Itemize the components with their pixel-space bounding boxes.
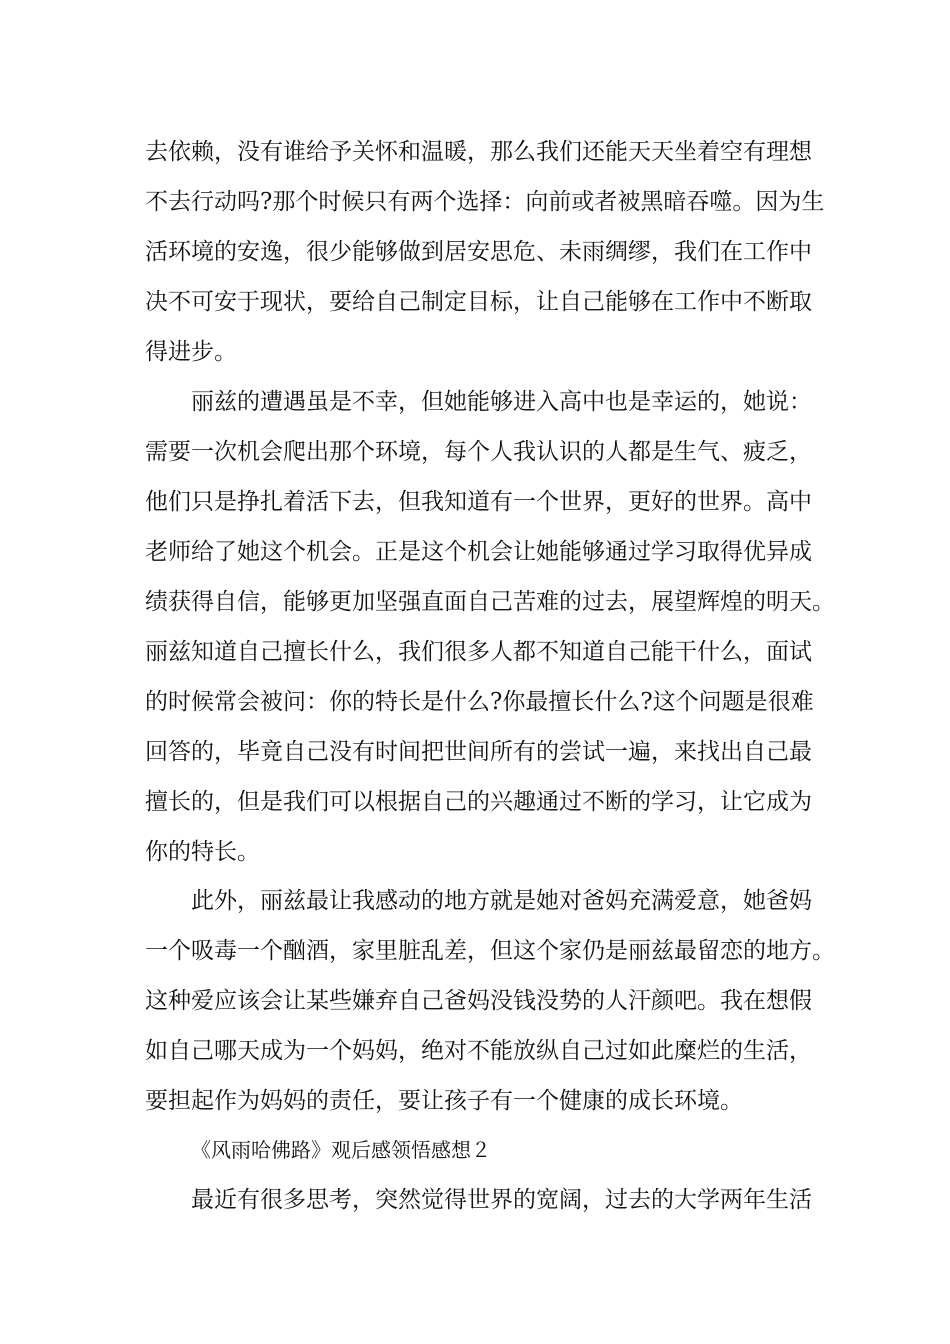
paragraph-line: 丽兹的遭遇虽是不幸，但她能够进入高中也是幸运的，她说： (191, 389, 812, 415)
paragraph-line: 需要一次机会爬出那个环境，每个人我认识的人都是生气、疲乏， (145, 439, 812, 465)
paragraph-line: 活环境的安逸，很少能够做到居安思危、未雨绸缪，我们在工作中 (145, 239, 812, 265)
paragraph-line: 最近有很多思考，突然觉得世界的宽阔，过去的大学两年生活 (191, 1187, 812, 1213)
paragraph-line: 丽兹知道自己擅长什么，我们很多人都不知道自己能干什么，面试 (145, 639, 812, 665)
paragraph-line: 这种爱应该会让某些嫌弃自己爸妈没钱没势的人汗颜吧。我在想假 (145, 988, 812, 1014)
paragraph-line: 的时候常会被问：你的特长是什么?你最擅长什么?这个问题是很难 (145, 689, 814, 715)
paragraph-line: 他们只是挣扎着活下去，但我知道有一个世界，更好的世界。高中 (145, 489, 812, 515)
paragraph-line: 你的特长。 (145, 839, 260, 865)
paragraph-line: 不去行动吗?那个时候只有两个选择：向前或者被黑暗吞噬。因为生 (145, 189, 825, 215)
paragraph-line: 擅长的，但是我们可以根据自己的兴趣通过不断的学习，让它成为 (145, 789, 812, 815)
paragraph-line: 如自己哪天成为一个妈妈，绝对不能放纵自己过如此糜烂的生活， (145, 1038, 812, 1064)
paragraph-line: 决不可安于现状，要给自己制定目标，让自己能够在工作中不断取 (145, 289, 812, 315)
section-heading: 《风雨哈佛路》观后感领悟感想２ (191, 1138, 491, 1162)
paragraph-line: 一个吸毒一个酗酒，家里脏乱差，但这个家仍是丽兹最留恋的地方。 (145, 938, 835, 964)
paragraph-line: 去依赖，没有谁给予关怀和温暖，那么我们还能天天坐着空有理想 (145, 139, 812, 165)
paragraph-line: 得进步。 (145, 339, 237, 365)
paragraph-line: 老师给了她这个机会。正是这个机会让她能够通过学习取得优异成 (145, 539, 812, 565)
paragraph-line: 绩获得自信，能够更加坚强直面自己苦难的过去，展望辉煌的明天。 (145, 589, 835, 615)
paragraph-line: 要担起作为妈妈的责任，要让孩子有一个健康的成长环境。 (145, 1088, 743, 1114)
paragraph-line: 此外，丽兹最让我感动的地方就是她对爸妈充满爱意，她爸妈 (191, 888, 812, 914)
paragraph-line: 回答的，毕竟自己没有时间把世间所有的尝试一遍，来找出自己最 (145, 739, 812, 765)
